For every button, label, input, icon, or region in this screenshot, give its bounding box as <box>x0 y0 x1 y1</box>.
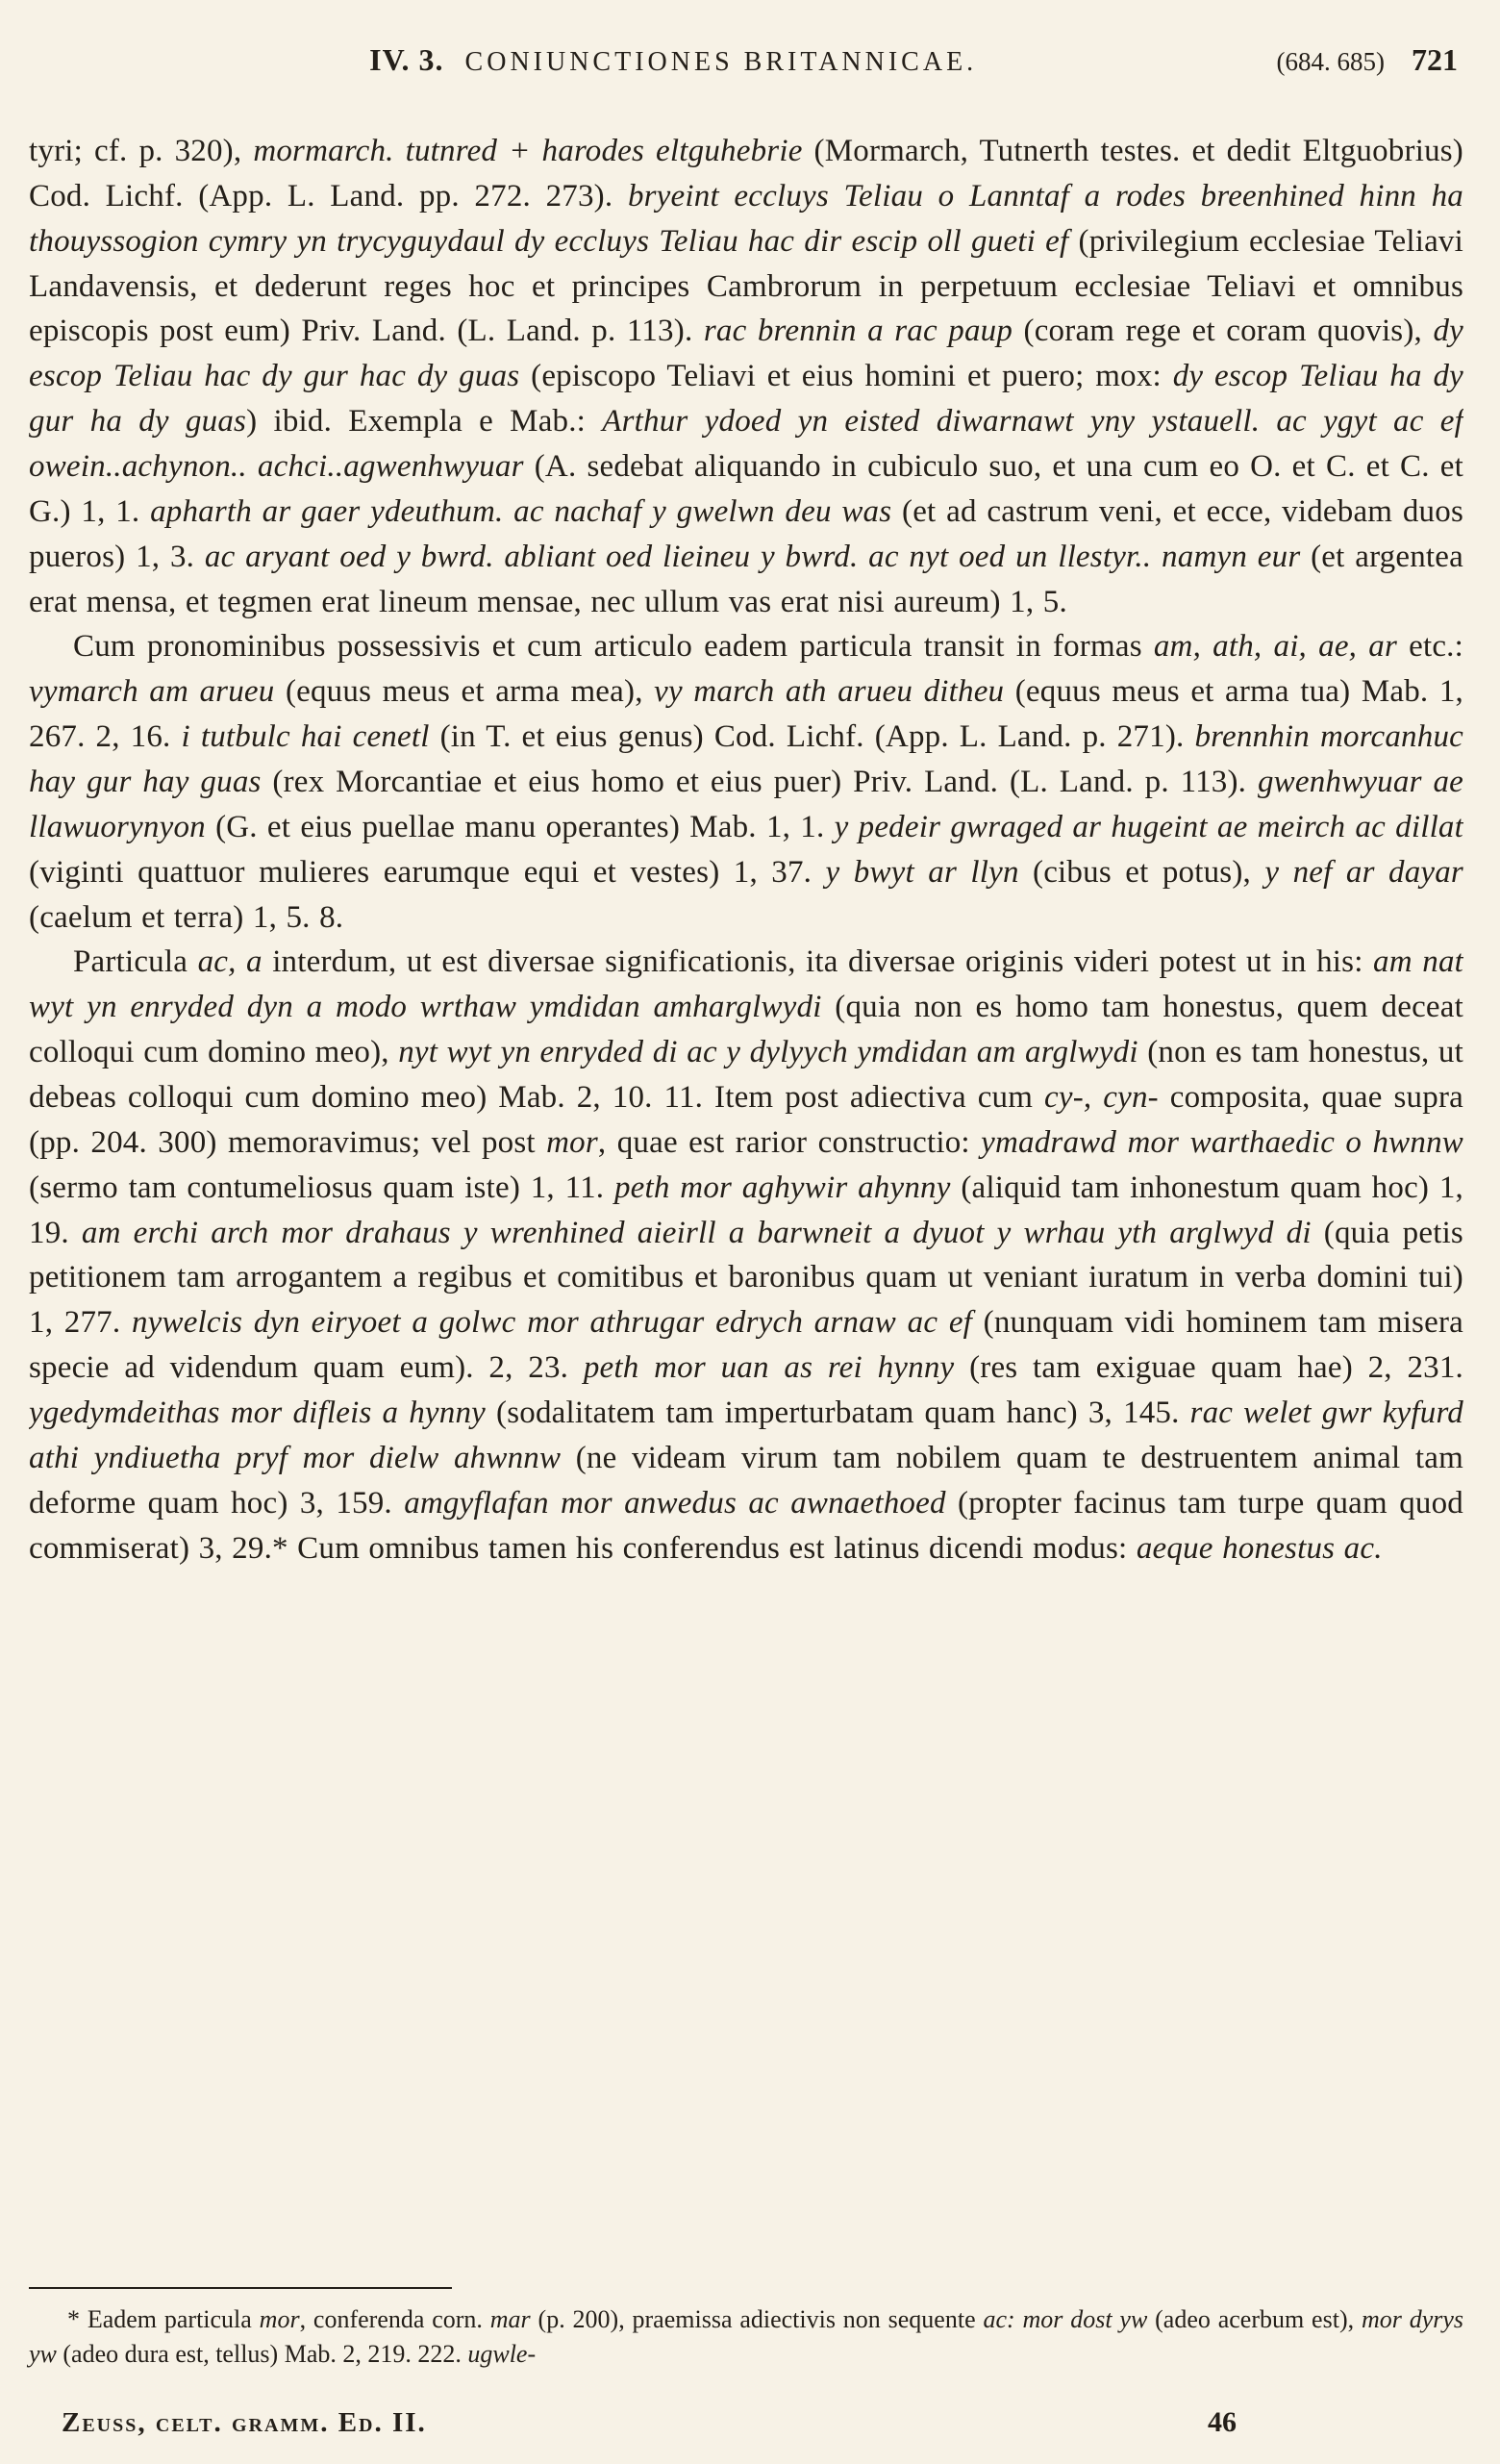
cited-phrase: mor <box>259 2305 300 2334</box>
text-run: (p. 200), praemissa adiectivis non sequente <box>538 2305 984 2334</box>
text-run: * Eadem particula <box>67 2305 260 2334</box>
cited-phrase: i tutbulc hai cenetl <box>181 719 440 755</box>
text-run: composita, quae supra (pp. 204. 300) memoravimus; vel post <box>29 1080 1463 1160</box>
cited-phrase: y nef ar dayar <box>1264 854 1463 890</box>
text-run: (ne videam virum tam nobilem quam te destruentem animal tam deforme quam hoc) 3, 159. <box>29 1440 1463 1521</box>
cited-phrase: dy escop Teliau ha dy gur ha dy guas <box>29 359 1463 440</box>
cited-phrase: ymadrawd mor warthaedic o hwnnw <box>981 1124 1463 1160</box>
text-run: (caelum et terra) 1, 5. 8. <box>29 899 344 935</box>
text-run: (Mormarch, Tutnerth testes. et dedit Eltguobrius) Cod. Lichf. (App. L. Land. pp. 272. 273). <box>29 134 1463 214</box>
page-header <box>29 42 1463 94</box>
header-page-info <box>1277 42 1458 78</box>
text-run: interdum, ut est diversae significationis, ita diversae originis videri potest ut in his: <box>272 944 1374 980</box>
text-run: (privilegium ecclesiae Teliavi Landavensis, et dederunt reges hoc et principes Cambrorum in perpetuum ecclesiae Teliavi et omnibus episcopis post eum) Priv. Land. (L. Land. p. 113). <box>29 223 1463 349</box>
text-run: (propter facinus tam turpe quam quod commiserat) 3, 29.* Cum omnibus tamen his conferendus est latinus dicendi modus: <box>29 1485 1463 1566</box>
text-run: etc.: <box>1409 629 1463 665</box>
cited-phrase: rac welet gwr kyfurd athi yndiuetha pryf mor dielw ahwnnw <box>29 1395 1463 1475</box>
text-run: (equus meus et arma tua) Mab. 1, 267. 2, 16. <box>29 674 1463 755</box>
cited-phrase: dy escop Teliau hac dy gur hac dy guas <box>29 314 1463 394</box>
sheet-number: 46 <box>1208 2406 1237 2438</box>
text-run: (adeo dura est, tellus) Mab. 2, 219. 222. <box>62 2340 468 2369</box>
text-run: (viginti quattuor mulieres earumque equi et vestes) 1, 37. <box>29 854 826 890</box>
text-run: (adeo acerbum est), <box>1155 2305 1362 2334</box>
text-block <box>29 129 1463 2274</box>
page-number: 721 <box>1412 42 1458 77</box>
text-run: ) ibid. Exempla e Mab.: <box>246 404 603 440</box>
column-numbers: (684. 685) <box>1276 47 1385 76</box>
cited-phrase: gwenhwyuar ae llawuorynyon <box>29 765 1463 844</box>
text-run: Particula <box>73 944 198 980</box>
text-run: (aliquid tam inhonestum quam hoc) 1, 19. <box>29 1169 1463 1250</box>
text-run: (G. et eius puellae manu operantes) Mab. 1, 1. <box>215 809 835 844</box>
text-run: (sermo tam contumeliosus quam iste) 1, 11. <box>29 1169 614 1205</box>
signature-line: Zeuss, celt. gramm. Ed. II. <box>62 2407 427 2438</box>
paragraph-2 <box>29 624 1463 940</box>
cited-phrase: rac brennin a rac paup <box>703 314 1024 349</box>
cited-phrase: am erchi arch mor drahaus y wrenhined aieirll a barwneit a dyuot y wrhau yth arglwyd di <box>81 1215 1324 1250</box>
cited-phrase: amgyflafan mor anwedus ac awnaethoed <box>404 1485 958 1521</box>
text-run: (rex Morcantiae et eius homo et eius puer) Priv. Land. (L. Land. p. 113). <box>272 765 1258 800</box>
cited-phrase: ac aryant oed y bwrd. abliant oed lieineu y bwrd. ac nyt oed un llestyr.. namyn eur <box>204 539 1312 574</box>
cited-phrase: apharth ar gaer ydeuthum. ac nachaf y gwelwn deu was <box>150 493 902 529</box>
cited-phrase: mor dyrys yw <box>29 2305 1464 2369</box>
cited-phrase: Arthur ydoed yn eisted diwarnawt yny ystauell. ac ygyt ac ef owein..achynon.. achci..agwenhwyuar <box>29 404 1463 485</box>
cited-phrase: peth mor aghywir ahynny <box>613 1169 962 1205</box>
text-run: tyri; cf. p. 320), <box>29 134 254 168</box>
cited-phrase: nywelcis dyn eiryoet a golwc mor athrugar edrych arnaw ac ef <box>131 1305 984 1341</box>
cited-phrase: vymarch am arueu <box>29 674 286 710</box>
cited-phrase: am nat wyt yn enryded dyn a modo wrthaw ymdidan amharglwydi <box>29 944 1463 1025</box>
cited-phrase: ygedymdeithas mor difleis a hynny <box>29 1395 497 1431</box>
cited-phrase: vy march ath arueu ditheu <box>654 674 1015 710</box>
cited-phrase: mar <box>489 2305 538 2334</box>
cited-phrase: y bwyt ar llyn <box>825 854 1034 890</box>
text-run: (quia petis petitionem tam arrogantem a regibus et comitibus et baronibus quam ut veniant iuratum in verba domini tui) 1, 277. <box>29 1215 1463 1341</box>
text-run: (A. sedebat aliquando in cubiculo suo, et una cum eo O. et C. et C. et G.) 1, 1. <box>29 449 1463 529</box>
cited-phrase: cy-, cyn- <box>1044 1080 1170 1116</box>
text-run: (episcopo Teliavi et eius homini et puero; mox: <box>531 359 1173 394</box>
cited-phrase: aeque honestus ac. <box>1136 1530 1383 1566</box>
cited-phrase: peth mor uan as rei hynny <box>583 1350 970 1386</box>
cited-phrase: nyt wyt yn enryded di ac y dylyych ymdidan am arglwydi <box>398 1035 1148 1070</box>
text-run: (cibus et potus), <box>1033 854 1265 890</box>
text-run: (res tam exiguae quam hae) 2, 231. <box>969 1350 1463 1386</box>
paragraph-3 <box>29 940 1463 1571</box>
cited-phrase: bryeint eccluys Teliau o Lanntaf a rodes breenhined hinn ha thouyssogion cymry yn trycyguydaul dy eccluys Teliau hac dir escip oll gueti ef <box>29 178 1463 259</box>
text-run: (non es tam honestus, ut debeas colloqui cum domino meo) Mab. 2, 10. 11. Item post adiectiva cum <box>29 1035 1463 1116</box>
running-title: CONIUNCTIONES BRITANNICAE. <box>464 47 978 77</box>
cited-phrase: am, ath, ai, ae, ar <box>1153 629 1410 665</box>
text-run: , conferenda corn. <box>299 2305 490 2334</box>
header-title-group <box>369 42 977 78</box>
cited-phrase: ugwle- <box>467 2340 537 2369</box>
text-run: (nunquam vidi hominem tam misera specie ad videndum quam eum). 2, 23. <box>29 1305 1463 1386</box>
text-run: (in T. et eius genus) Cod. Lichf. (App. L. Land. p. 271). <box>439 719 1195 755</box>
footnote-rule <box>29 2287 452 2289</box>
text-run: , quae est rarior constructio: <box>597 1124 982 1160</box>
text-run: Cum pronominibus possessivis et cum articulo eadem particula transit in formas <box>73 629 1154 665</box>
section-number: IV. 3. <box>369 42 444 77</box>
text-run: (et ad castrum veni, et ecce, videbam duos pueros) 1, 3. <box>29 493 1463 574</box>
text-run: (equus meus et arma mea), <box>285 674 655 710</box>
cited-phrase: y pedeir gwraged ar hugeint ae meirch ac dillat <box>834 809 1463 844</box>
text-run: (sodalitatem tam imperturbatam quam hanc) 3, 145. <box>496 1395 1190 1431</box>
cited-phrase: ac: mor dost yw <box>983 2305 1156 2334</box>
cited-phrase: mormarch. tutnred + harodes eltguhebrie <box>253 134 814 168</box>
text-run: (coram rege et coram quovis), <box>1023 314 1434 349</box>
cited-phrase: brennhin morcanhuc hay gur hay guas <box>29 719 1463 800</box>
footnote-text <box>29 2302 1463 2372</box>
cited-phrase: ac, a <box>197 944 273 980</box>
footnote <box>29 2287 1463 2372</box>
text-run: (et argentea erat mensa, et tegmen erat lineum mensae, nec ullum vas erat nisi aureum) 1, 5. <box>29 539 1463 619</box>
cited-phrase: mor <box>546 1124 598 1160</box>
paragraph-1 <box>29 129 1463 624</box>
page-footer <box>29 2397 1463 2439</box>
text-run: (quia non es homo tam honestus, quem deceat colloqui cum domino meo), <box>29 990 1463 1070</box>
